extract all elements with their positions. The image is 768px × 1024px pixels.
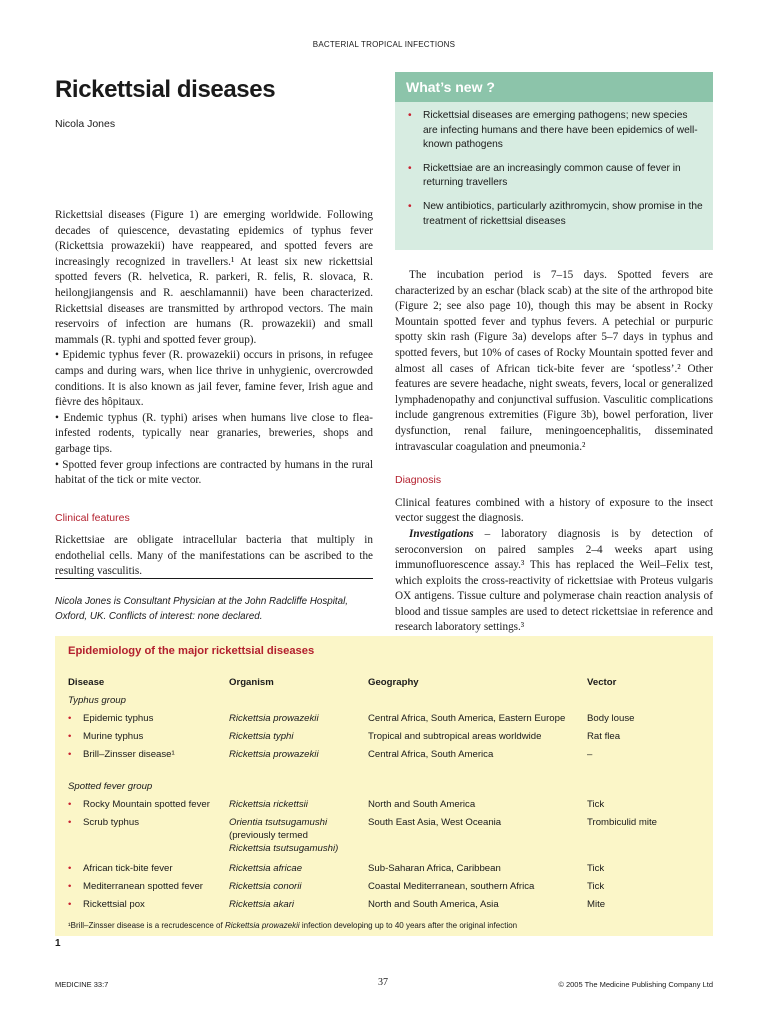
group-row	[68, 780, 708, 798]
geography-cell: Central Africa, South America, Eastern Europe	[368, 713, 566, 724]
bullet-icon: •	[408, 110, 412, 121]
disease-cell: Scrub typhus	[83, 817, 139, 828]
column-header: Vector	[587, 677, 617, 688]
bullet-icon: •	[68, 899, 72, 910]
left-column	[55, 208, 373, 580]
whats-new-item: • Rickettsiae are an increasingly common cause of fever in returning travellers	[408, 162, 681, 189]
table-header-row	[68, 676, 708, 694]
clinical-features-text: Rickettsiae are obligate intracellular bacteria that multiply in endothelial cells. Many of the manifestations can be ascribed to the resulting vasculitis.	[55, 534, 373, 578]
geography-cell: Central Africa, South America	[368, 749, 494, 760]
table-row	[68, 730, 708, 748]
affiliation-divider	[55, 578, 373, 579]
organism-note: Rickettsia tsutsugamushi)	[229, 843, 339, 854]
whats-new-item: • New antibiotics, particularly azithromycin, show promise in the treatment of rickettsial diseases	[408, 200, 703, 227]
organism-cell: Rickettsia africae	[229, 863, 303, 874]
whats-new-list	[395, 102, 713, 229]
disease-cell: Murine typhus	[83, 731, 144, 742]
bullet-endemic-typhus: • Endemic typhus (R. typhi) arises when humans live close to flea-infested rodents, typically near granaries, breweries, shops and garbage tips.	[55, 411, 373, 455]
investigations-text: – laboratory diagnosis is by detection of seroconversion on paired samples 2–4 weeks apart using immunofluorescence assay.³ This has replaced the Weil–Felix test, which exploits the cross-reactivity of rickettsiae with Proteus vulgaris OX antigens. Tissue culture and polymerase chain reaction analysis of blood and tissue samples are used to detect rickettsiae in reference and research laboratory settings.³	[395, 527, 713, 634]
organism-cell: Rickettsia rickettsii	[229, 799, 308, 810]
whats-new-box	[395, 72, 713, 250]
article-title: Rickettsial diseases	[55, 76, 276, 103]
author-affiliation: Nicola Jones is Consultant Physician at the John Radcliffe Hospital, Oxford, UK. Conflicts of interest: none declared.	[55, 596, 348, 622]
footer-page-number: 37	[378, 977, 388, 988]
bullet-icon: •	[68, 731, 72, 742]
bullet-icon: •	[68, 799, 72, 810]
organism-cell: Rickettsia conorii	[229, 881, 302, 892]
running-header: BACTERIAL TROPICAL INFECTIONS	[312, 40, 456, 49]
bullet-icon: •	[68, 863, 72, 874]
geography-cell: Coastal Mediterranean, southern Africa	[368, 881, 535, 892]
right-column	[395, 268, 713, 636]
incubation-paragraph: The incubation period is 7–15 days. Spotted fevers are characterized by an eschar (black scab) at the site of the arthropod bite (Figure 2; see also page 10), though this may be absent in Rocky Mountain spotted fever and typhus fevers. A petechial or purpuric spotty skin rash (Figure 3a) develops after 5–7 days in typhus and spotted fevers, but 10% of cases of Rocky Mountain spotted fever and almost all cases of African tick-bite fever are ‘spotless’.² Other features are severe headache, night sweats, fevers, local or generalized lymphadenopathy and conjunctival suffusion. Vasculitic complications include gangrenous extremities (Figure 3b), bowel perforation, liver dysfunction, renal failure, meningoencephalitis, disseminated intravascular coagulation and pneumonia.²	[395, 269, 713, 453]
geography-cell: Tropical and subtropical areas worldwide	[368, 731, 542, 742]
diagnosis-paragraph: Clinical features combined with a history of exposure to the insect vector suggest the diagnosis.	[395, 496, 713, 525]
geography-cell: Sub-Saharan Africa, Caribbean	[368, 863, 501, 874]
disease-cell: African tick-bite fever	[83, 863, 173, 874]
bullet-icon: •	[408, 200, 412, 212]
epidemiology-box	[55, 636, 713, 936]
organism-note: (previously termed	[229, 830, 308, 841]
geography-cell: North and South America, Asia	[368, 899, 499, 910]
footer-journal: MEDICINE 33:7	[55, 980, 109, 989]
clinical-features-heading: Clinical features	[55, 511, 130, 524]
table-row	[68, 798, 708, 816]
table-row	[68, 862, 708, 880]
vector-cell: –	[587, 749, 593, 760]
investigations-label: Investigations	[409, 527, 474, 540]
vector-cell: Rat flea	[587, 731, 621, 742]
investigations-paragraph	[395, 527, 713, 636]
disease-cell: Mediterranean spotted fever	[83, 881, 203, 892]
disease-cell: Brill–Zinsser disease¹	[83, 749, 175, 760]
whats-new-item: • Rickettsial diseases are emerging pathogens; new species are infecting humans and there have been epidemics of well-known pathogens	[408, 110, 698, 151]
epidemiology-table	[68, 676, 708, 916]
organism-cell: Rickettsia akari	[229, 899, 295, 910]
vector-cell: Tick	[587, 881, 605, 892]
bullet-icon: •	[68, 713, 72, 724]
organism-cell: Orientia tsutsugamushi (previously termed Rickettsia tsutsugamushi)	[229, 817, 339, 854]
spacer-row	[68, 766, 708, 780]
disease-cell: Rickettsial pox	[83, 899, 145, 910]
table-row	[68, 748, 708, 766]
bullet-icon: •	[408, 162, 412, 174]
organism-cell: Rickettsia prowazekii	[229, 749, 319, 760]
column-header: Disease	[68, 677, 105, 688]
bullet-icon: •	[68, 817, 72, 828]
bullet-spotted-fever: • Spotted fever group infections are contracted by humans in the rural habitat of the tick or mite vector.	[55, 458, 373, 487]
vector-cell: Body louse	[587, 713, 635, 724]
table-row	[68, 898, 708, 916]
intro-paragraph: Rickettsial diseases (Figure 1) are emerging worldwide. Following decades of quiescence, devastating epidemics of typhus fever (Rickettsia prowazekii) have reappeared, and spotted fevers are increasingly recognized in travellers.¹ At least six new rickettsial spotted fevers (R. helvetica, R. parkeri, R. felis, R. slovaca, R. heilongjiangensis and R. aeschlamannii) have been characterized. Rickettsial diseases are transmitted by arthropod vectors. The main reservoirs of infection are humans (R. prowazekii) and small mammals (R. typhi and spotted fever group).	[55, 209, 373, 346]
column-header: Geography	[368, 677, 419, 688]
whats-new-heading: What’s new ?	[395, 72, 713, 102]
epidemiology-title: Epidemiology of the major rickettsial diseases	[68, 645, 315, 657]
vector-cell: Trombiculid mite	[587, 817, 658, 828]
vector-cell: Tick	[587, 799, 605, 810]
geography-cell: North and South America	[368, 799, 476, 810]
diagnosis-heading: Diagnosis	[395, 474, 442, 487]
geography-cell: South East Asia, West Oceania	[368, 817, 502, 828]
group-label: Typhus group	[68, 695, 126, 706]
table-row	[68, 880, 708, 898]
vector-cell: Mite	[587, 899, 606, 910]
table-row	[68, 816, 708, 862]
bullet-icon: •	[68, 881, 72, 892]
bullet-epidemic-typhus: • Epidemic typhus fever (R. prowazekii) occurs in prisons, in refugee camps and during wars, when lice thrive in unhygienic, overcrowded conditions. It is also known as jail fever, famine fever, Irish ague and fièvre des hôpitaux.	[55, 349, 373, 409]
disease-cell: Rocky Mountain spotted fever	[83, 799, 210, 810]
table-row	[68, 712, 708, 730]
page-marker: 1	[55, 938, 61, 949]
organism-cell: Rickettsia prowazekii	[229, 713, 319, 724]
column-header: Organism	[229, 677, 274, 688]
table-footnote: ¹Brill–Zinsser disease is a recrudescence of Rickettsia prowazekii infection developing up to 40 years after the original infection	[68, 921, 518, 930]
group-label: Spotted fever group	[68, 781, 153, 792]
footer-copyright: © 2005 The Medicine Publishing Company Ltd	[558, 980, 713, 989]
disease-cell: Epidemic typhus	[83, 713, 154, 724]
organism-cell: Rickettsia typhi	[229, 731, 294, 742]
group-row	[68, 694, 708, 712]
vector-cell: Tick	[587, 863, 605, 874]
bullet-icon: •	[68, 749, 72, 760]
article-author: Nicola Jones	[55, 118, 116, 130]
